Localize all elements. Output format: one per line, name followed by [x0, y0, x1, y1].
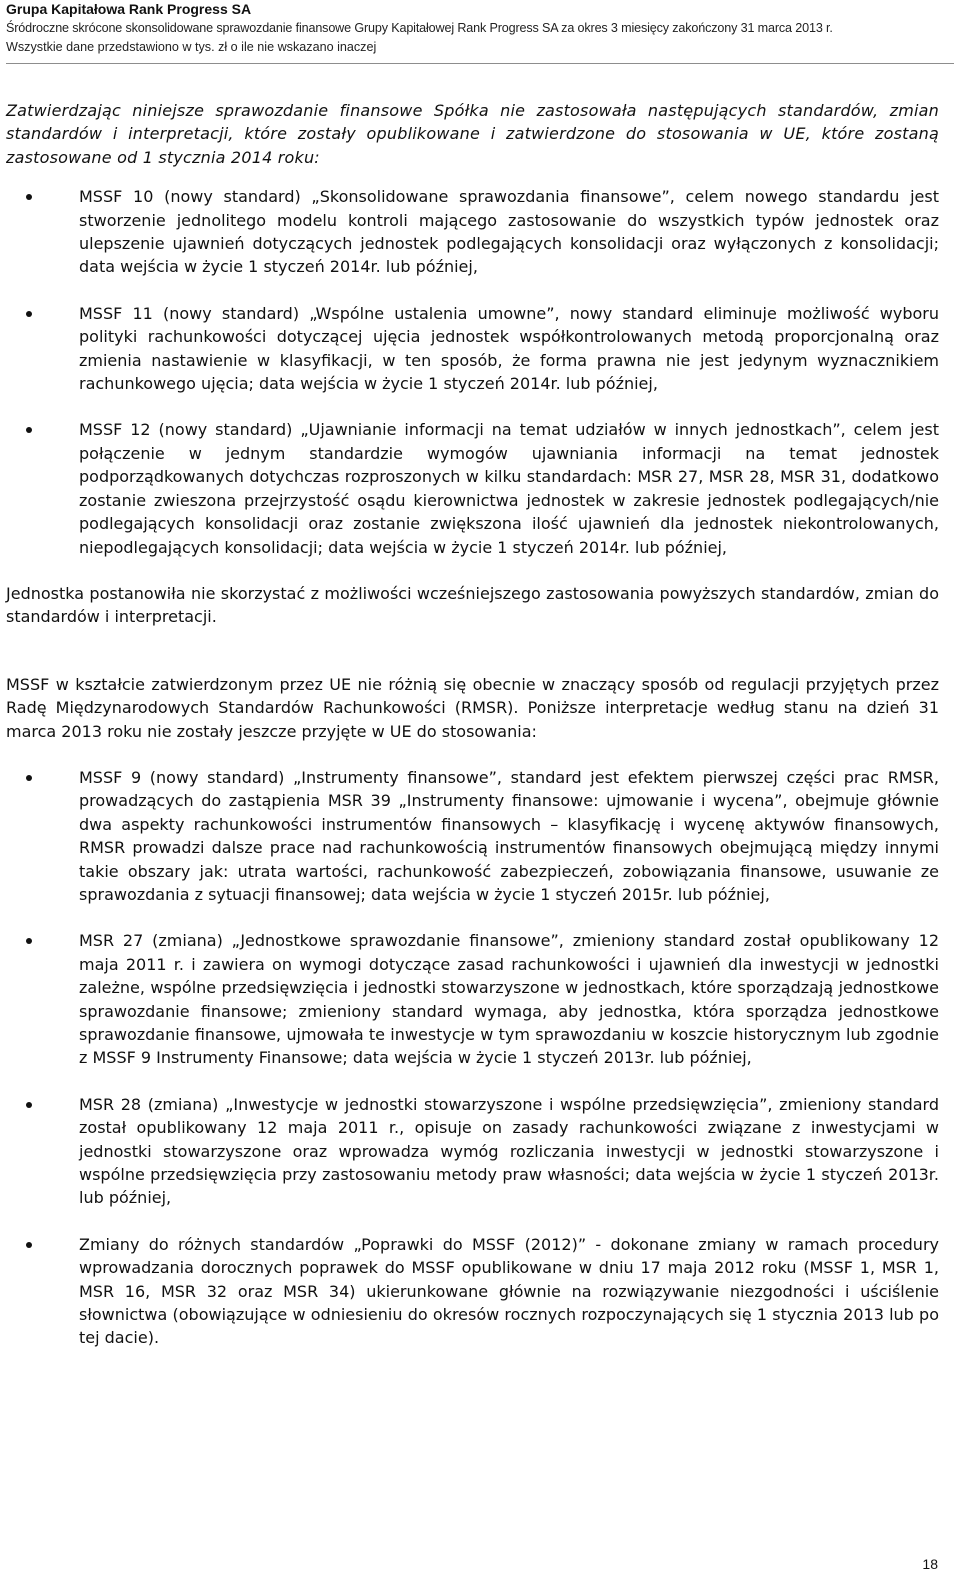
page-header [6, 0, 956, 57]
list-item: MSR 28 (zmiana) „Inwestycje w jednostki stowarzyszone i wspólne przedsięwzięcia”, zmieniony standard został opublikowany 12 maja 2011 r., opisuje on zasady rachunkowości związane z inwestycjami w jednostki stowarzyszone oraz wprowadza wymóg rozliczania inwestycji w jednostki stowarzyszone i wspólne przedsięwzięcia przy zastosowaniu metody praw własności; data wejścia w życie 1 styczeń 2013r. lub później, [6, 1093, 939, 1210]
page-number: 18 [922, 1556, 938, 1572]
bullet-icon [26, 938, 32, 944]
list-item: MSSF 12 (nowy standard) „Ujawnianie informacji na temat udziałów w innych jednostkach”, celem jest połączenie w jednym standardzie wymogów ujawniania informacji na temat jednostek podporządkowanych dotychczas rozproszonych w kilku standardach: MSR 27, MSR 28, MSR 31, dodatkowo zostanie zwieszona przejrzystość osądu kierownictwa jednostek w zakresie jednostek podlegających/nie podlegających konsolidacji oraz zostanie zwiększona ilość ujawnień dla jednostek niekontrolowanych, niepodlegających konsolidacji; data wejścia w życie 1 styczeń 2014r. lub później, [6, 418, 939, 558]
report-title: Śródroczne skrócone skonsolidowane sprawozdanie finansowe Grupy Kapitałowej Rank Progress SA za okres 3 miesięcy zakończony 31 marca 2013 r. [6, 21, 833, 35]
bullet-icon [26, 427, 32, 433]
document-body [6, 99, 939, 1350]
standards-list-pending [6, 766, 939, 1350]
ifrs-paragraph: MSSF w kształcie zatwierdzonym przez UE nie różnią się obecnie w znaczący sposób od regulacji przyjętych przez Radę Międzynarodowych Standardów Rachunkowości (RMSR). Poniższe interpretacje według stanu na dzień 31 marca 2013 roku nie zostały jeszcze przyjęte w UE do stosowania: [6, 674, 939, 741]
decision-paragraph: Jednostka postanowiła nie skorzystać z możliwości wcześniejszego zastosowania powyższych standardów, zmian do standardów i interpretacji. [6, 583, 939, 627]
list-item: MSR 27 (zmiana) „Jednostkowe sprawozdanie finansowe”, zmieniony standard został opublikowany 12 maja 2011 r. i zawiera on wymogi dotyczące zasad rachunkowości i ujawnień dla inwestycji w jednostki zależne, wspólne przedsięwzięcia i jednostki stowarzyszone w jednostkach, które sporządzają jednostkowe sprawozdanie finansowe; zmieniony standard wymaga, aby jednostka, która sporządza jednostkowe sprawozdanie finansowe, ujmowała te inwestycje w tym sprawozdaniu w koszcie historycznym lub zgodnie z MSSF 9 Instrumenty Finansowe; data wejścia w życie 1 styczeń 2013r. lub później, [6, 929, 939, 1069]
list-item: MSSF 9 (nowy standard) „Instrumenty finansowe”, standard jest efektem pierwszej części prac RMSR, prowadzących do zastąpienia MSR 39 „Instrumenty finansowe: ujmowanie i wycena”, obejmuje głównie dwa aspekty rachunkowości instrumentów finansowych – klasyfikację i wycenę aktywów finansowych, RMSR prowadzi dalsze prace nad rachunkowością instrumentów finansowych obejmującą między innymi takie obszary jak: utrata wartości, rachunkowość zabezpieczeń, zobowiązania finansowe, usuwanie ze sprawozdania z sytuacji finansowej; data wejścia w życie 1 styczeń 2015r. lub później, [6, 766, 939, 906]
bullet-icon [26, 1102, 32, 1108]
company-name: Grupa Kapitałowa Rank Progress SA [6, 1, 252, 17]
list-item: MSSF 11 (nowy standard) „Wspólne ustalenia umowne”, nowy standard eliminuje możliwość wyboru polityki rachunkowości dotyczącej ujęcia jednostek współkontrolowanych metodą proporcjonalną oraz zmienia nastawienie w klasyfikacji, w ten sposób, że forma prawna nie jest jedynym wyznacznikiem rachunkowego ujęcia; data wejścia w życie 1 styczeń 2014r. lub później, [6, 302, 939, 396]
currency-note: Wszystkie dane przedstawiono w tys. zł o ile nie wskazano inaczej [6, 40, 377, 54]
bullet-icon [26, 311, 32, 317]
list-item: MSSF 10 (nowy standard) „Skonsolidowane sprawozdania finansowe”, celem nowego standardu jest stworzenie jednolitego modelu kontroli mającego zastosowanie do wszystkich typów jednostek oraz ulepszenie ujawnień dotyczących jednostek podlegających konsolidacji oraz wyłączonych z konsolidacji; data wejścia w życie 1 styczeń 2014r. lub później, [6, 185, 939, 279]
header-divider [6, 63, 954, 64]
bullet-icon [26, 194, 32, 200]
standards-list-eu [6, 185, 939, 559]
bullet-icon [26, 775, 32, 781]
list-item: Zmiany do różnych standardów „Poprawki do MSSF (2012)” - dokonane zmiany w ramach procedury wprowadzania dorocznych poprawek do MSSF opublikowane w dniu 17 maja 2012 roku (MSSF 1, MSR 1, MSR 16, MSR 32 oraz MSR 34) ukierunkowane głównie na rozwiązywanie niezgodności i uściślenie słownictwa (obowiązujące w odniesieniu do okresów rocznych rozpoczynających się 1 stycznia 2013 lub po tej dacie). [6, 1233, 939, 1350]
bullet-icon [26, 1242, 32, 1248]
intro-paragraph: Zatwierdzając niniejsze sprawozdanie finansowe Spółka nie zastosowała następujących standardów, zmian standardów i interpretacji, które zostały opublikowane i zatwierdzone do stosowania w UE, które zostaną zastosowane od 1 stycznia 2014 roku: [6, 101, 939, 167]
